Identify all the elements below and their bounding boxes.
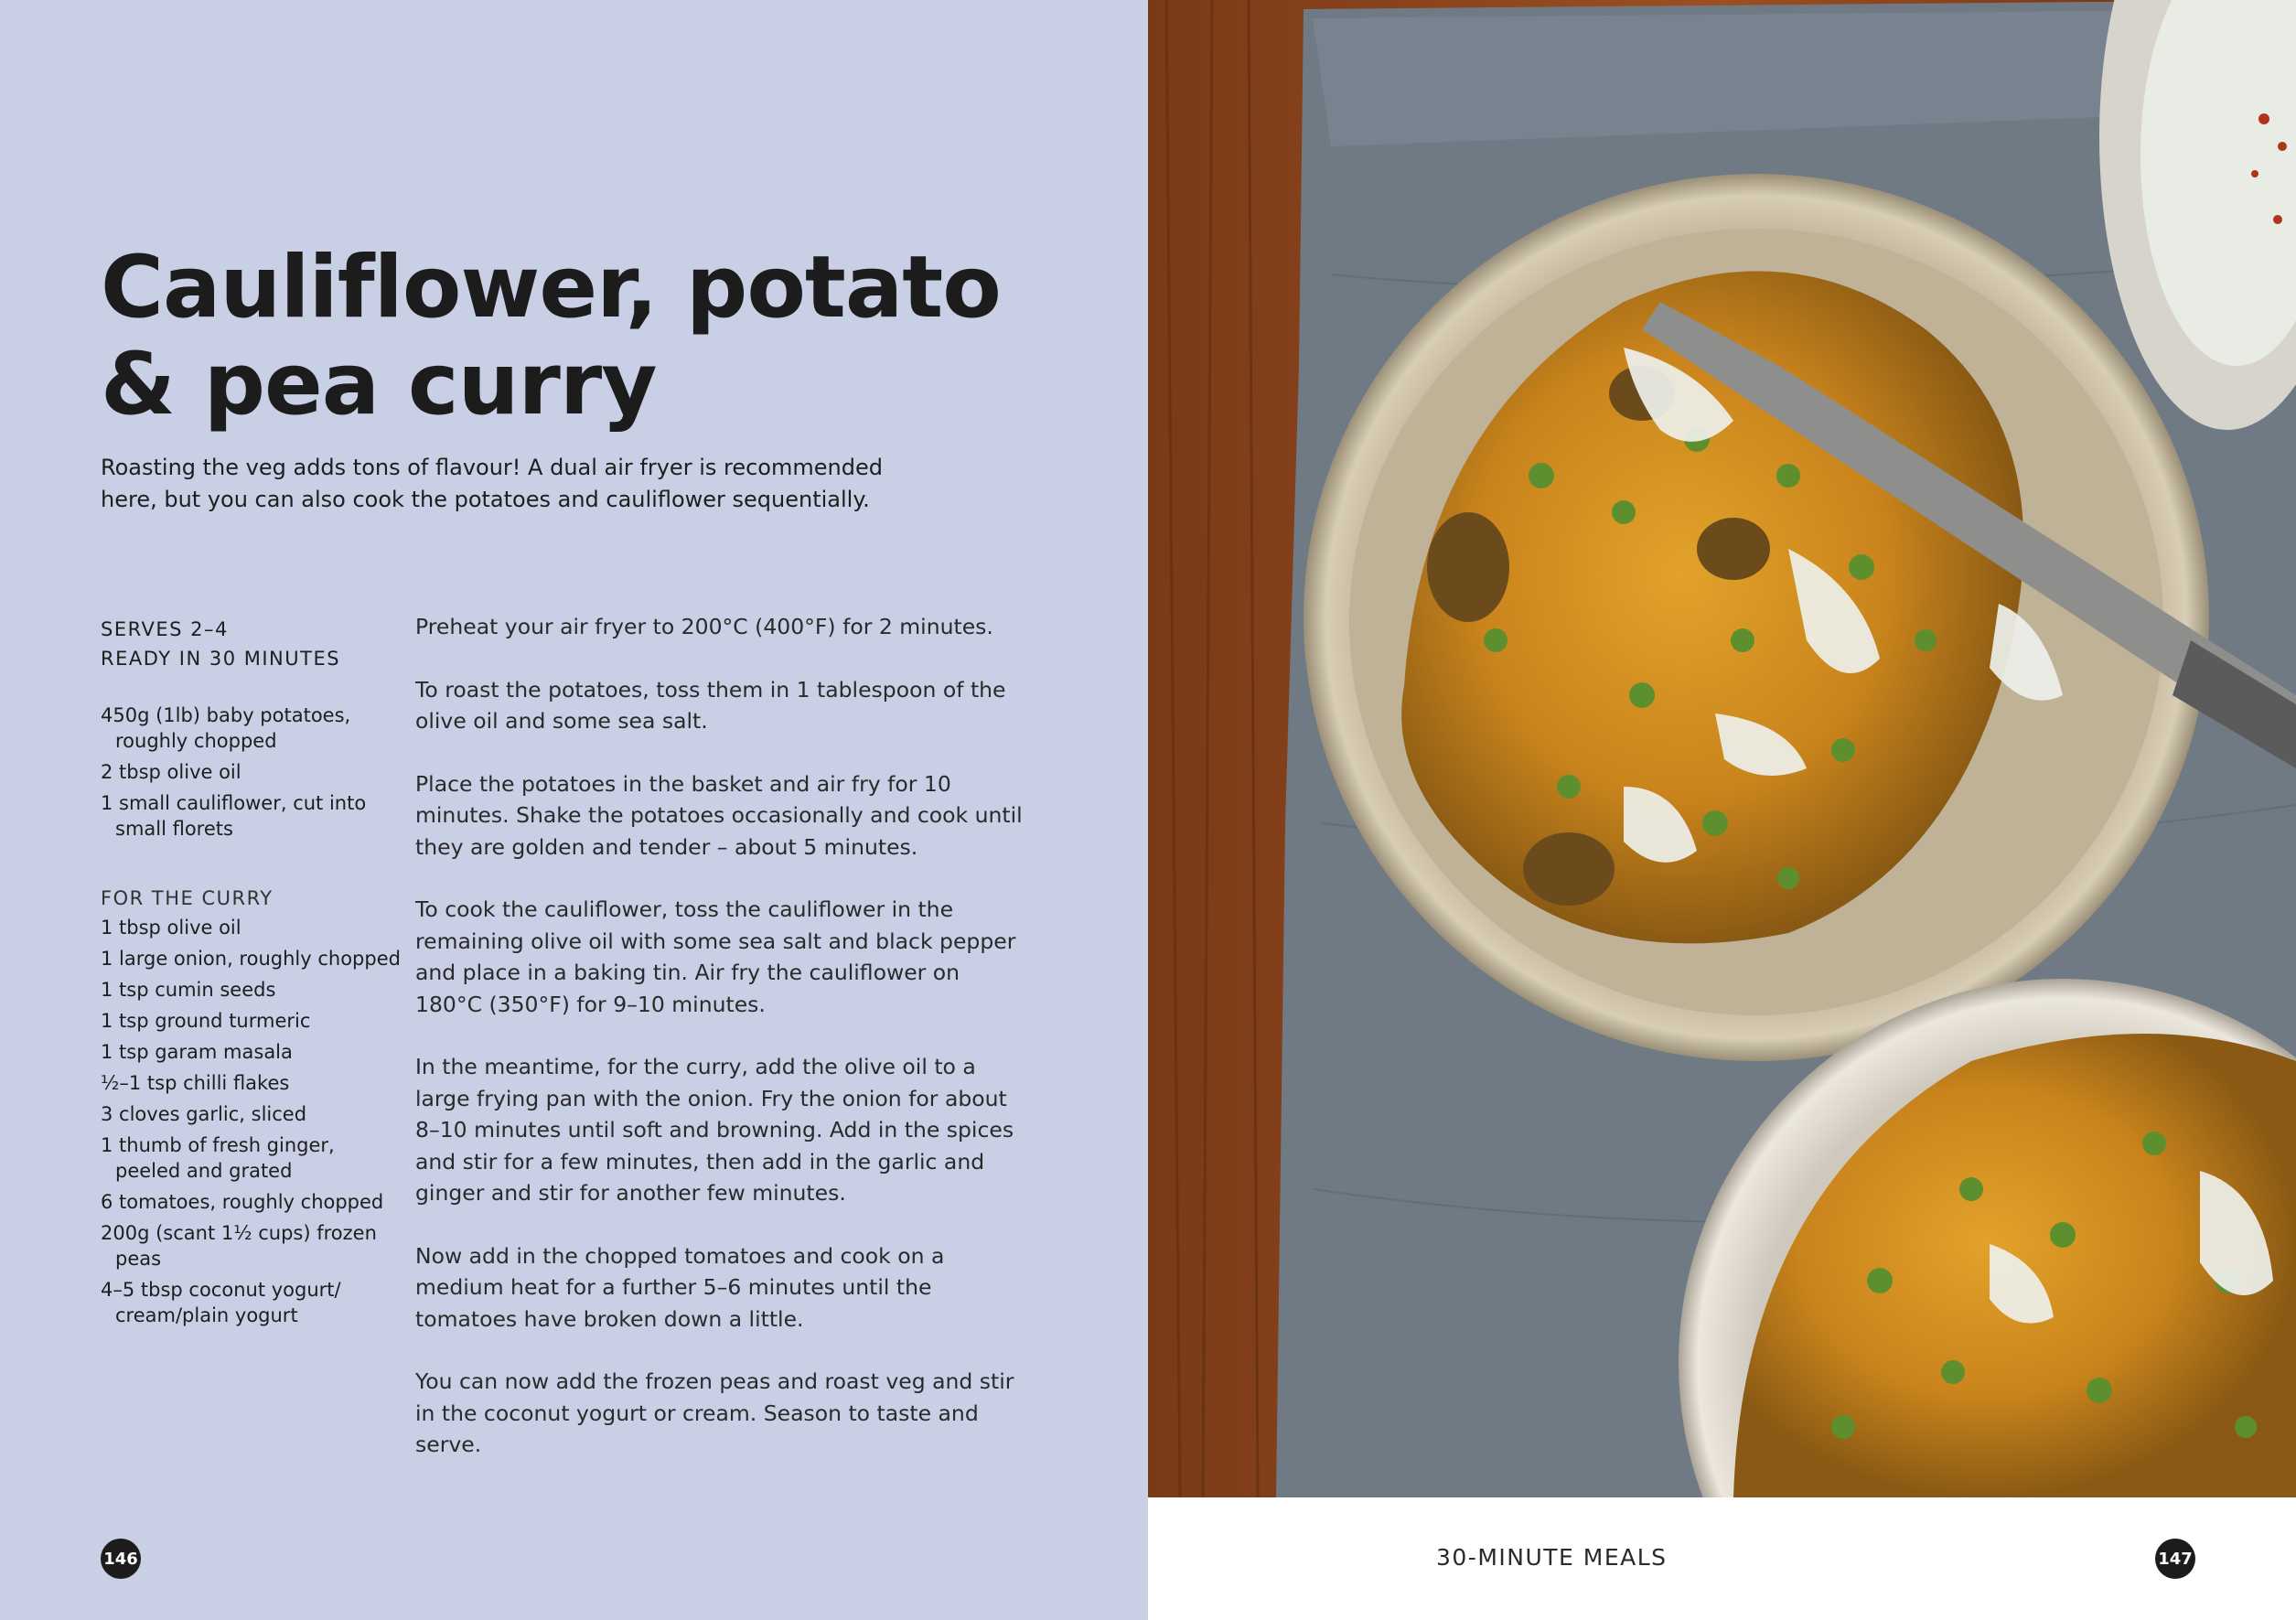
method-step: Preheat your air fryer to 200°C (400°F) for 2 minutes. <box>415 614 993 639</box>
ingredient-item: 4–5 tbsp coconut yogurt/ cream/plain yogurt <box>101 1279 341 1326</box>
recipe-title <box>101 240 1061 434</box>
ingredient-item: 3 cloves garlic, sliced <box>101 1103 307 1125</box>
ready-time-label: READY IN 30 MINUTES <box>101 648 341 670</box>
ingredients-curry-list <box>101 915 402 1334</box>
method-step: Place the potatoes in the basket and air fry for 10 minutes. Shake the potatoes occasionally and cook until they are golden and tender – about 5 minutes. <box>415 770 1023 860</box>
curry-photo <box>1148 0 2296 1497</box>
ingredient-item: 1 tsp ground turmeric <box>101 1010 311 1032</box>
ingredients-main-list <box>101 703 402 847</box>
ingredient-item: 1 large onion, roughly chopped <box>101 948 401 970</box>
curry-photo-illustration <box>1148 0 2296 1497</box>
recipe-title-line1: Cauliflower, potato <box>101 238 1001 338</box>
recipe-title-line2: & pea curry <box>101 335 657 435</box>
ingredient-item: 1 small cauliflower, cut into small florets <box>101 792 367 840</box>
curry-subheading: FOR THE CURRY <box>101 887 274 909</box>
method-step: To cook the cauliflower, toss the cauliflower in the remaining olive oil with some sea salt and black pepper and place in a baking tin. Air fry the cauliflower on 180°C (350°F) for 9–10 minutes. <box>415 896 1016 1017</box>
ingredient-item: 200g (scant 1½ cups) frozen peas <box>101 1222 377 1270</box>
recipe-intro <box>101 452 906 516</box>
recipe-meta <box>101 615 393 673</box>
method-step: In the meantime, for the curry, add the olive oil to a large frying pan with the onion. Fry the onion for about 8–10 minutes until soft and browning. Add in the spices and stir for a few minutes, then add in the garlic and ginger and stir for another few minutes. <box>415 1054 1014 1206</box>
ingredient-item: ½–1 tsp chilli flakes <box>101 1072 290 1094</box>
method-step: You can now add the frozen peas and roast veg and stir in the coconut yogurt or cream. Season to taste and serve. <box>415 1368 1014 1457</box>
ingredient-item: 2 tbsp olive oil <box>101 761 241 783</box>
right-page <box>1148 0 2296 1620</box>
ingredient-item: 1 thumb of fresh ginger, peeled and grated <box>101 1134 335 1182</box>
method-step: Now add in the chopped tomatoes and cook on a medium heat for a further 5–6 minutes until the tomatoes have broken down a little. <box>415 1242 945 1332</box>
ingredient-item: 450g (1lb) baby potatoes, roughly chopped <box>101 704 351 752</box>
page-number-left: 146 <box>101 1539 141 1579</box>
ingredient-item: 6 tomatoes, roughly chopped <box>101 1191 384 1213</box>
method-steps <box>415 611 1028 1492</box>
method-step: To roast the potatoes, toss them in 1 tablespoon of the olive oil and some sea salt. <box>415 676 1006 734</box>
ingredient-item: 1 tsp cumin seeds <box>101 979 276 1001</box>
intro-line1: Roasting the veg adds tons of flavour! A dual air fryer is recommended <box>101 455 883 480</box>
serves-label: SERVES 2–4 <box>101 618 229 640</box>
running-head: 30-MINUTE MEALS <box>1436 1544 1668 1571</box>
ingredient-item: 1 tsp garam masala <box>101 1041 293 1063</box>
intro-line2: here, but you can also cook the potatoes and cauliflower sequentially. <box>101 487 870 512</box>
page-number-right: 147 <box>2155 1539 2195 1579</box>
ingredient-item: 1 tbsp olive oil <box>101 917 241 939</box>
